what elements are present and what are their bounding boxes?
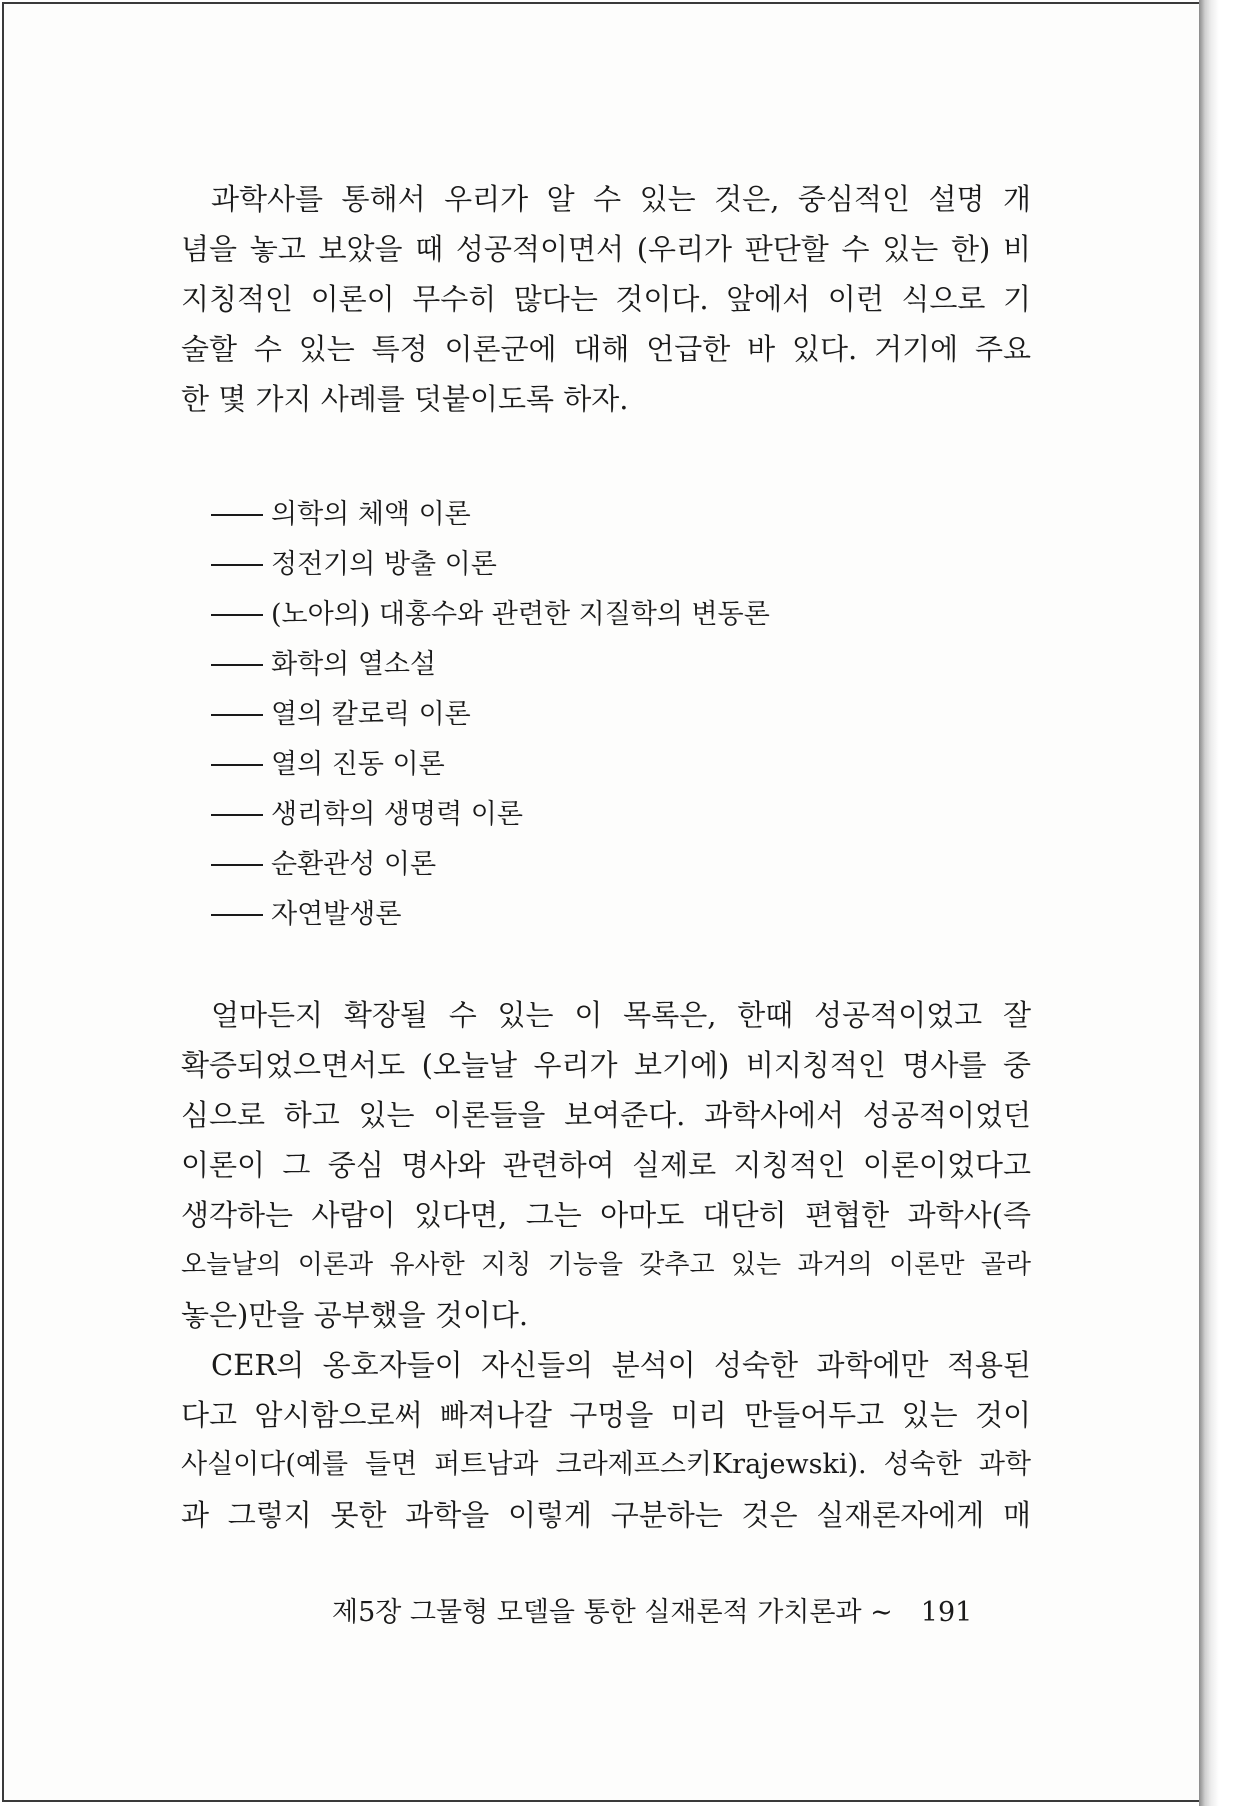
em-dash <box>211 814 263 816</box>
paragraph-3-line: 다고 암시함으로써 빠져나갈 구멍을 미리 만들어두고 있는 것이 <box>181 1398 1031 1432</box>
em-dash <box>211 614 263 616</box>
book-page <box>2 2 1203 1802</box>
paragraph-3-line: 과 그렇지 못한 과학을 이렇게 구분하는 것은 실재론자에게 매 <box>181 1498 1031 1532</box>
paragraph-1-line: 념을 놓고 보았을 때 성공적이면서 (우리가 판단할 수 있는 한) 비 <box>181 232 1031 266</box>
list-item <box>211 740 770 790</box>
paragraph-2-line: 얼마든지 확장될 수 있는 이 목록은, 한때 성공적이었고 잘 <box>211 998 1031 1032</box>
em-dash <box>211 714 263 716</box>
paragraph-3-line: CER의 옹호자들이 자신들의 분석이 성숙한 과학에만 적용된 <box>211 1348 1031 1382</box>
paragraph-2 <box>181 990 1031 1340</box>
list-item <box>211 690 770 740</box>
list-item-text: 열의 칼로릭 이론 <box>271 699 471 730</box>
paragraph-2-line: 오늘날의 이론과 유사한 지칭 기능을 갖추고 있는 과거의 이론만 골라 <box>181 1250 1031 1280</box>
list-item <box>211 490 770 540</box>
list-item <box>211 890 770 940</box>
em-dash <box>211 514 263 516</box>
paragraph-2-line: 확증되었으면서도 (오늘날 우리가 보기에) 비지칭적인 명사를 중 <box>181 1048 1031 1082</box>
paragraph-3 <box>181 1340 1031 1540</box>
page-number: 191 <box>920 1597 973 1628</box>
paragraph-1-line: 술할 수 있는 특정 이론군에 대해 언급한 바 있다. 거기에 주요 <box>181 332 1031 366</box>
theory-list <box>211 490 770 940</box>
paragraph-2-line: 이론이 그 중심 명사와 관련하여 실제로 지칭적인 이론이었다고 <box>181 1148 1031 1182</box>
em-dash <box>211 764 263 766</box>
list-item-text: 정전기의 방출 이론 <box>271 549 497 580</box>
running-title: 제5장 그물형 모델을 통한 실재론적 가치론과 ∼ <box>332 1597 893 1628</box>
list-item-text: 순환관성 이론 <box>271 849 437 880</box>
em-dash <box>211 564 263 566</box>
paragraph-3-line: 사실이다(예를 들면 퍼트남과 크라제프스키Krajewski). 성숙한 과학 <box>181 1449 1031 1480</box>
list-item-text: 생리학의 생명력 이론 <box>271 799 523 830</box>
list-item-text: 자연발생론 <box>271 899 402 930</box>
page-edge-shadow <box>1199 0 1219 1806</box>
list-item <box>211 640 770 690</box>
list-item-text: (노아의) 대홍수와 관련한 지질학의 변동론 <box>271 599 770 630</box>
paragraph-2-line: 심으로 하고 있는 이론들을 보여준다. 과학사에서 성공적이었던 <box>181 1098 1031 1132</box>
em-dash <box>211 864 263 866</box>
em-dash <box>211 664 263 666</box>
list-item <box>211 840 770 890</box>
page-footer <box>332 1590 972 1629</box>
paragraph-2-line: 생각하는 사람이 있다면, 그는 아마도 대단히 편협한 과학사(즉 <box>181 1198 1031 1232</box>
list-item <box>211 790 770 840</box>
em-dash <box>211 914 263 916</box>
paragraph-1-line: 과학사를 통해서 우리가 알 수 있는 것은, 중심적인 설명 개 <box>211 182 1031 216</box>
paragraph-1 <box>181 174 1031 424</box>
list-item <box>211 540 770 590</box>
list-item-text: 열의 진동 이론 <box>271 749 445 780</box>
list-item-text: 화학의 열소설 <box>271 649 437 680</box>
paragraph-1-line: 지칭적인 이론이 무수히 많다는 것이다. 앞에서 이런 식으로 기 <box>181 282 1031 316</box>
paragraph-2-line: 놓은)만을 공부했을 것이다. <box>181 1298 529 1332</box>
paragraph-1-line: 한 몇 가지 사례를 덧붙이도록 하자. <box>181 382 629 416</box>
list-item <box>211 590 770 640</box>
list-item-text: 의학의 체액 이론 <box>271 499 471 530</box>
